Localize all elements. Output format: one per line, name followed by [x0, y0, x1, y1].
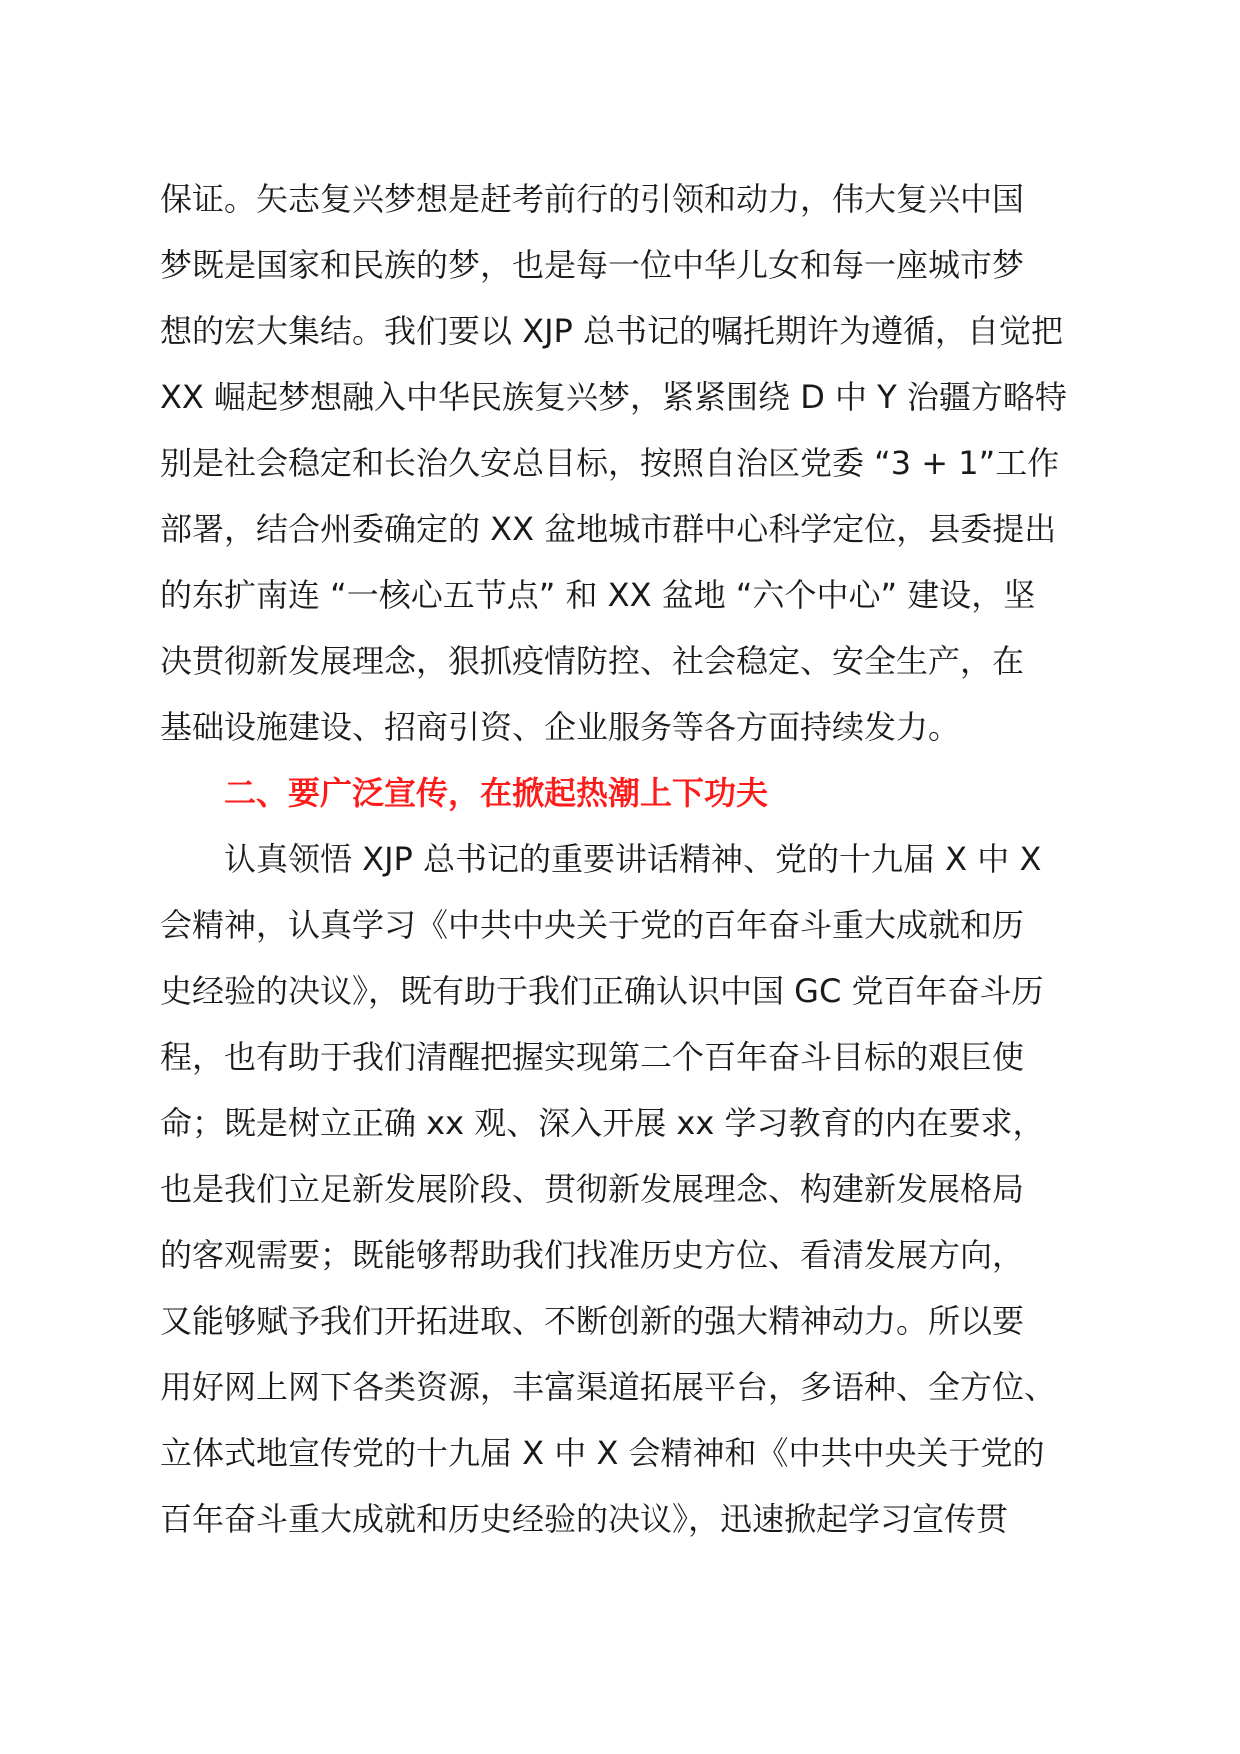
- document-body: [160, 166, 1100, 1552]
- paragraph-line: 百年奋斗重大成就和历史经验的决议》，迅速掀起学习宣传贯: [160, 1500, 1009, 1538]
- paragraph-line: 认真领悟 XJP 总书记的重要讲话精神、党的十九届 X 中 X: [224, 840, 1042, 878]
- paragraph-line: XX 崛起梦想融入中华民族复兴梦，紧紧围绕 D 中 Y 治疆方略特: [160, 378, 1067, 416]
- section-heading: 二、要广泛宣传，在掀起热潮上下功夫: [224, 774, 769, 812]
- paragraph-line: 也是我们立足新发展阶段、贯彻新发展理念、构建新发展格局: [160, 1170, 1025, 1208]
- paragraph-1: [160, 166, 1100, 760]
- paragraph-line: 保证。矢志复兴梦想是赶考前行的引领和动力，伟大复兴中国: [160, 180, 1025, 218]
- paragraph-line: 想的宏大集结。我们要以 XJP 总书记的嘱托期许为遵循，自觉把: [160, 312, 1064, 350]
- paragraph-line: 的东扩南连 “一核心五节点” 和 XX 盆地 “六个中心” 建设，坚: [160, 576, 1036, 614]
- paragraph-line: 用好网上网下各类资源，丰富渠道拓展平台，多语种、全方位、: [160, 1368, 1057, 1406]
- paragraph-2: [160, 826, 1100, 1552]
- paragraph-line: 又能够赋予我们开拓进取、不断创新的强大精神动力。所以要: [160, 1302, 1025, 1340]
- paragraph-line: 史经验的决议》，既有助于我们正确认识中国 GC 党百年奋斗历: [160, 972, 1044, 1010]
- paragraph-line: 的客观需要；既能够帮助我们找准历史方位、看清发展方向，: [160, 1236, 1025, 1274]
- paragraph-line: 基础设施建设、招商引资、企业服务等各方面持续发力。: [160, 708, 961, 746]
- paragraph-line: 命；既是树立正确 xx 观、深入开展 xx 学习教育的内在要求，: [160, 1104, 1045, 1142]
- paragraph-line: 别是社会稳定和长治久安总目标，按照自治区党委 “3 + 1”工作: [160, 444, 1060, 482]
- paragraph-line: 会精神，认真学习《中共中央关于党的百年奋斗重大成就和历: [160, 906, 1025, 944]
- paragraph-line: 立体式地宣传党的十九届 X 中 X 会精神和《中共中央关于党的: [160, 1434, 1045, 1472]
- paragraph-line: 决贯彻新发展理念，狠抓疫情防控、社会稳定、安全生产，在: [160, 642, 1025, 680]
- paragraph-line: 梦既是国家和民族的梦，也是每一位中华儿女和每一座城市梦: [160, 246, 1025, 284]
- paragraph-line: 程，也有助于我们清醒把握实现第二个百年奋斗目标的艰巨使: [160, 1038, 1025, 1076]
- paragraph-line: 部署，结合州委确定的 XX 盆地城市群中心科学定位，县委提出: [160, 510, 1057, 548]
